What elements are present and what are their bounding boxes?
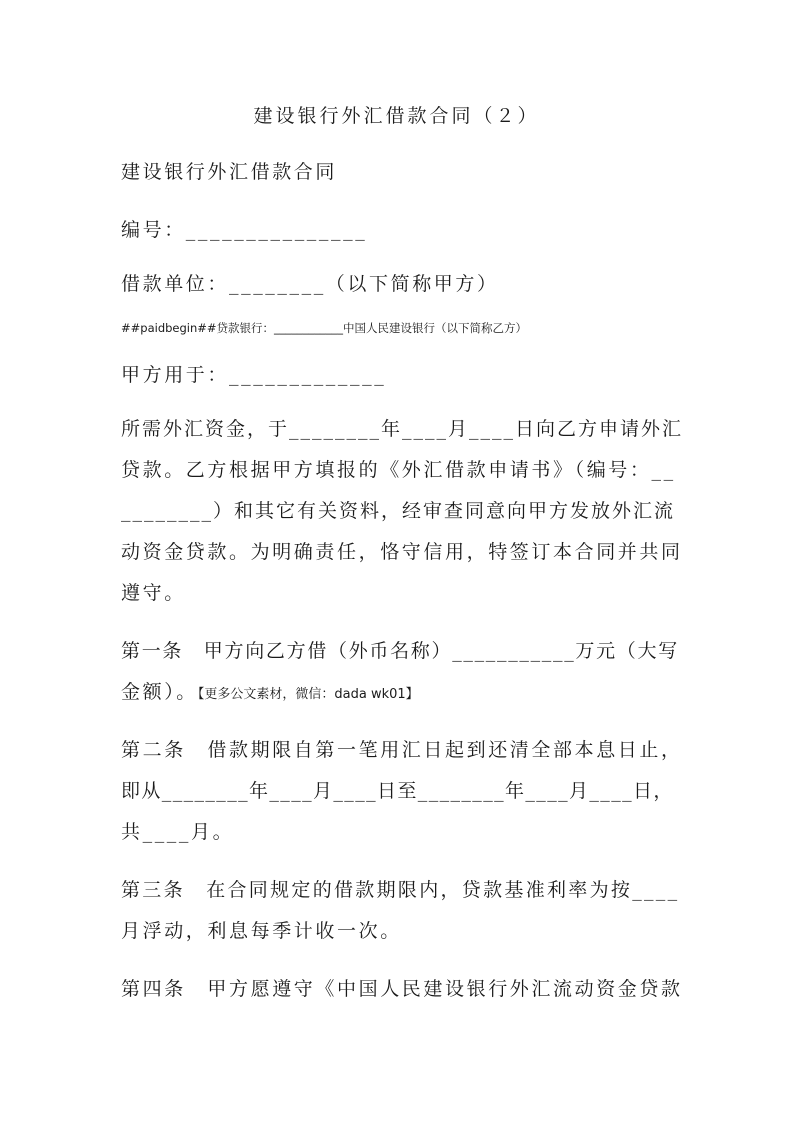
article-3-line: 第三条 在合同规定的借款期限内，贷款基准利率为按____ bbox=[121, 879, 680, 901]
article-2-line: 共____月。 bbox=[121, 821, 235, 843]
article-2-line: 即从________年____月____日至________年____月____日， bbox=[121, 780, 674, 802]
paragraph-line: 动资金贷款。为明确责任，恪守信用，特签订本合同并共同 bbox=[121, 541, 683, 563]
article-1-amount-text: 金额）。 bbox=[121, 681, 198, 703]
article-1-line: 第一条 甲方向乙方借（外币名称）___________万元（大写 bbox=[121, 640, 679, 662]
article-2-line: 第二条 借款期限自第一笔用汇日起到还清全部本息日止， bbox=[121, 739, 683, 761]
promo-note: 【更多公文素材，微信：dada wk01】 bbox=[197, 687, 419, 702]
paragraph-line: 贷款。乙方根据甲方填报的《外汇借款申请书》（编号：__ bbox=[121, 459, 676, 481]
contract-number-line: 编号：_______________ bbox=[121, 219, 368, 241]
contract-heading: 建设银行外汇借款合同 bbox=[121, 161, 338, 183]
article-3-line: 月浮动，利息每季计收一次。 bbox=[121, 920, 402, 942]
paragraph-line: ________）和其它有关资料，经审查同意向甲方发放外汇流 bbox=[121, 500, 676, 522]
article-4-line: 第四条 甲方愿遵守《中国人民建设银行外汇流动资金贷款 bbox=[121, 978, 683, 1000]
document-title: 建设银行外汇借款合同（２） bbox=[253, 105, 540, 127]
lender-line: ##paidbegin##贷款银行：____________中国人民建设银行（以下简称乙方） bbox=[121, 321, 528, 335]
purpose-line: 甲方用于：_____________ bbox=[121, 364, 387, 386]
paragraph-line: 遵守。 bbox=[121, 582, 186, 604]
borrower-line: 借款单位：________（以下简称甲方） bbox=[121, 273, 499, 295]
paragraph-line: 所需外汇资金，于________年____月____日向乙方申请外汇 bbox=[121, 418, 684, 440]
article-1-line bbox=[121, 674, 681, 713]
